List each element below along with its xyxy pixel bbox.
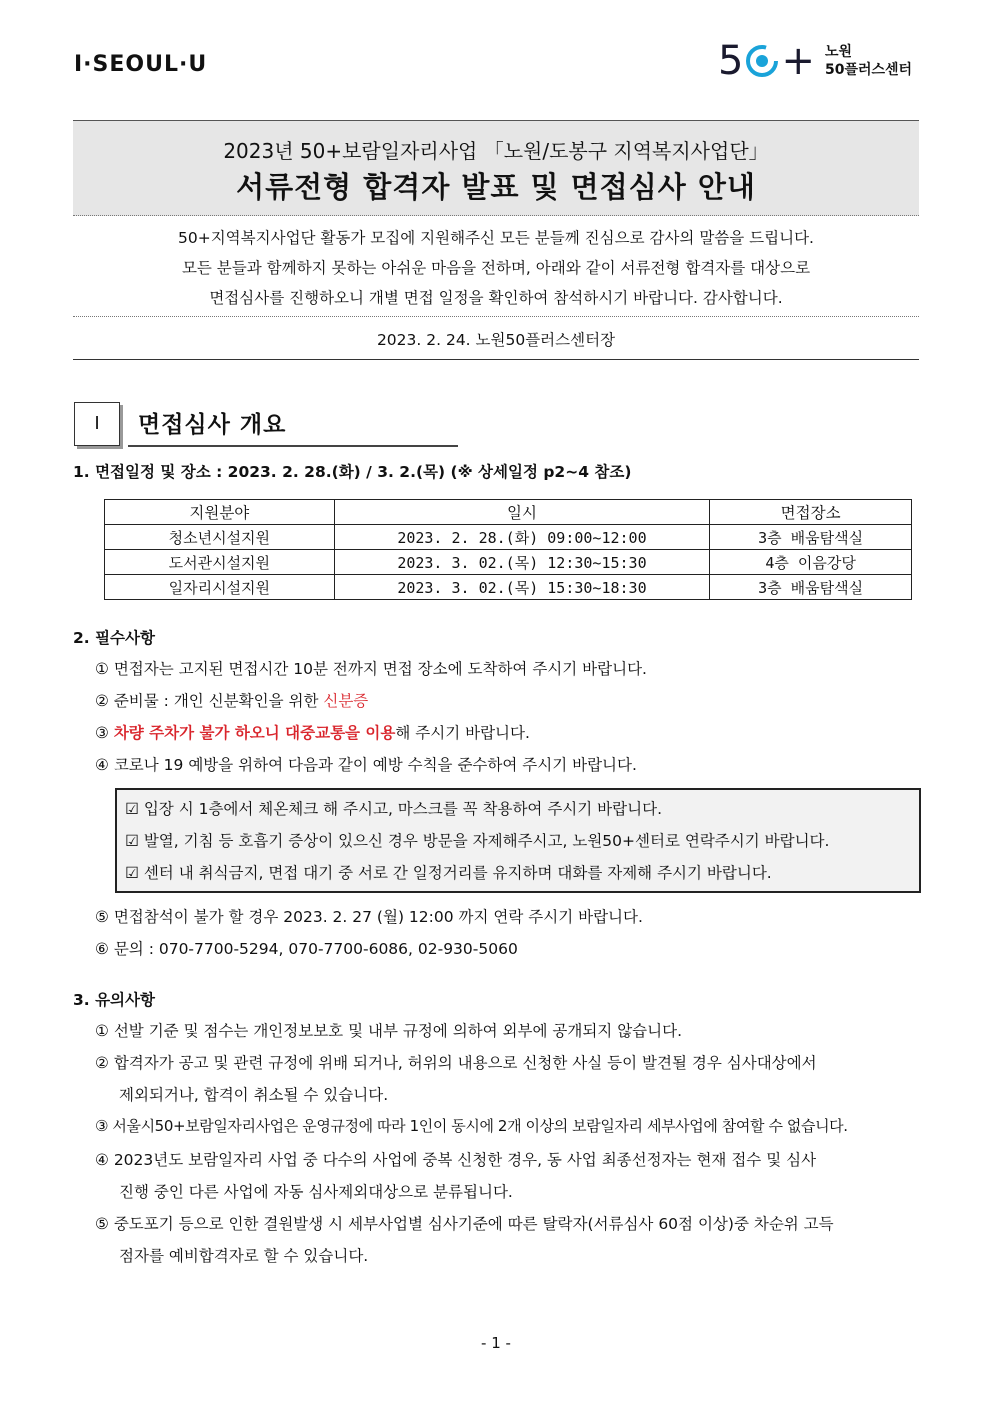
section-number: Ⅰ bbox=[74, 402, 120, 446]
table-row bbox=[105, 550, 912, 575]
table-cell: 도서관시설지원 bbox=[105, 550, 335, 575]
item2-line-3-num: ③ bbox=[95, 724, 114, 742]
table-cell: 2023. 3. 02.(목) 12:30~15:30 bbox=[334, 550, 710, 575]
title-box bbox=[73, 120, 919, 216]
id-card-highlight: 신분증 bbox=[323, 692, 369, 710]
item3-line-3: ③ 서울시50+보람일자리사업은 운영규정에 따라 1인이 동시에 2개 이상의 보람일자리 세부사업에 참여할 수 없습니다. bbox=[95, 1117, 848, 1135]
logo-digit: 5 bbox=[718, 38, 744, 84]
table-cell: 4층 이음강당 bbox=[710, 550, 912, 575]
item2-line-3 bbox=[95, 721, 530, 743]
divider bbox=[73, 316, 919, 317]
center-logo bbox=[718, 38, 912, 84]
schedule-table bbox=[104, 499, 912, 600]
table-cell: 3층 배움탐색실 bbox=[710, 575, 912, 600]
table-header-row bbox=[105, 500, 912, 525]
item2-line-3-text: 해 주시기 바랍니다. bbox=[395, 724, 530, 742]
item1-title: 1. 면접일정 및 장소 : 2023. 2. 28.(화) / 3. 2.(목) (※ 상세일정 p2~4 참조) bbox=[73, 463, 632, 481]
logo-ring-icon bbox=[745, 44, 779, 78]
covid-rule: ☑ 센터 내 취식금지, 면접 대기 중 서로 간 일정거리를 유지하며 대화를 자제해 주시기 바랍니다. bbox=[125, 864, 772, 882]
section-underline bbox=[128, 445, 458, 447]
covid-rule: ☑ 발열, 기침 등 호흡기 증상이 있으신 경우 방문을 자제해주시고, 노원50+센터로 연락주시기 바랍니다. bbox=[125, 832, 830, 850]
intro-line-1: 50+지역복지사업단 활동가 모집에 지원해주신 모든 분들께 진심으로 감사의 말씀을 드립니다. bbox=[178, 229, 814, 247]
date-signature: 2023. 2. 24. 노원50플러스센터장 bbox=[376, 331, 616, 349]
table-row bbox=[105, 525, 912, 550]
item2-line-5: ⑤ 면접참석이 불가 할 경우 2023. 2. 27 (월) 12:00 까지 연락 주시기 바랍니다. bbox=[95, 908, 643, 926]
logo-text-line2: 50플러스센터 bbox=[824, 62, 913, 78]
item2-contact: ⑥ 문의 : 070-7700-5294, 070-7700-6086, 02-930-5060 bbox=[95, 940, 518, 958]
item2-line-2 bbox=[95, 689, 368, 711]
iseoulu-logo: I·SEOUL·U bbox=[74, 52, 208, 77]
intro-line-3: 면접심사를 진행하오니 개별 면접 일정을 확인하여 참석하시기 바랍니다. 감사합니다. bbox=[209, 289, 783, 307]
table-cell: 2023. 3. 02.(목) 15:30~18:30 bbox=[334, 575, 710, 600]
item3-line-4a: ④ 2023년도 보람일자리 사업 중 다수의 사업에 중복 신청한 경우, 동 사업 최종선정자는 현재 접수 및 심사 bbox=[95, 1151, 817, 1169]
logo-plus: + bbox=[781, 38, 815, 84]
table-cell: 일자리시설지원 bbox=[105, 575, 335, 600]
item3-title: 3. 유의사항 bbox=[73, 991, 155, 1009]
parking-warning: 차량 주차가 불가 하오니 대중교통을 이용 bbox=[113, 724, 396, 742]
item3-line-4b: 진행 중인 다른 사업에 자동 심사제외대상으로 분류됩니다. bbox=[119, 1183, 513, 1201]
item3-line-5b: 점자를 예비합격자로 할 수 있습니다. bbox=[119, 1247, 369, 1265]
item3-line-5a: ⑤ 중도포기 등으로 인한 결원발생 시 세부사업별 심사기준에 따른 탈락자(서류심사 60점 이상)중 차순위 고득 bbox=[95, 1215, 834, 1233]
item3-line-2a: ② 합격자가 공고 및 관련 규정에 위배 되거나, 허위의 내용으로 신청한 사실 등이 발견될 경우 심사대상에서 bbox=[95, 1054, 817, 1072]
item2-title: 2. 필수사항 bbox=[73, 629, 155, 647]
table-cell: 2023. 2. 28.(화) 09:00~12:00 bbox=[334, 525, 710, 550]
item2-line-4: ④ 코로나 19 예방을 위하여 다음과 같이 예방 수칙을 준수하여 주시기 바랍니다. bbox=[95, 756, 637, 774]
title-subheading: 2023년 50+보람일자리사업 「노원/도봉구 지역복지사업단」 bbox=[223, 139, 769, 163]
logo-text bbox=[825, 43, 912, 79]
table-header: 면접장소 bbox=[710, 500, 912, 525]
covid-notice-box bbox=[115, 788, 921, 893]
logo-text-line1: 노원 bbox=[824, 44, 853, 60]
item2-line-1: ① 면접자는 고지된 면접시간 10분 전까지 면접 장소에 도착하여 주시기 바랍니다. bbox=[95, 660, 647, 678]
table-row bbox=[105, 575, 912, 600]
table-header: 일시 bbox=[334, 500, 710, 525]
item3-line-1: ① 선발 기준 및 점수는 개인정보보호 및 내부 규정에 의하여 외부에 공개되지 않습니다. bbox=[95, 1022, 683, 1040]
page-title: 서류전형 합격자 발표 및 면접심사 안내 bbox=[236, 170, 756, 204]
table-cell: 청소년시설지원 bbox=[105, 525, 335, 550]
table-cell: 3층 배움탐색실 bbox=[710, 525, 912, 550]
item3-line-2b: 제외되거나, 합격이 취소될 수 있습니다. bbox=[119, 1086, 389, 1104]
divider bbox=[73, 359, 919, 360]
intro-line-2: 모든 분들과 함께하지 못하는 아쉬운 마음을 전하며, 아래와 같이 서류전형 합격자를 대상으로 bbox=[181, 259, 811, 277]
covid-rule: ☑ 입장 시 1층에서 체온체크 해 주시고, 마스크를 꼭 착용하여 주시기 바랍니다. bbox=[125, 800, 663, 818]
item2-line-2-text: ② 준비물 : 개인 신분확인을 위한 bbox=[95, 692, 324, 710]
page-number: - 1 - bbox=[481, 1334, 511, 1352]
section-title: 면접심사 개요 bbox=[138, 412, 287, 438]
table-header: 지원분야 bbox=[105, 500, 335, 525]
